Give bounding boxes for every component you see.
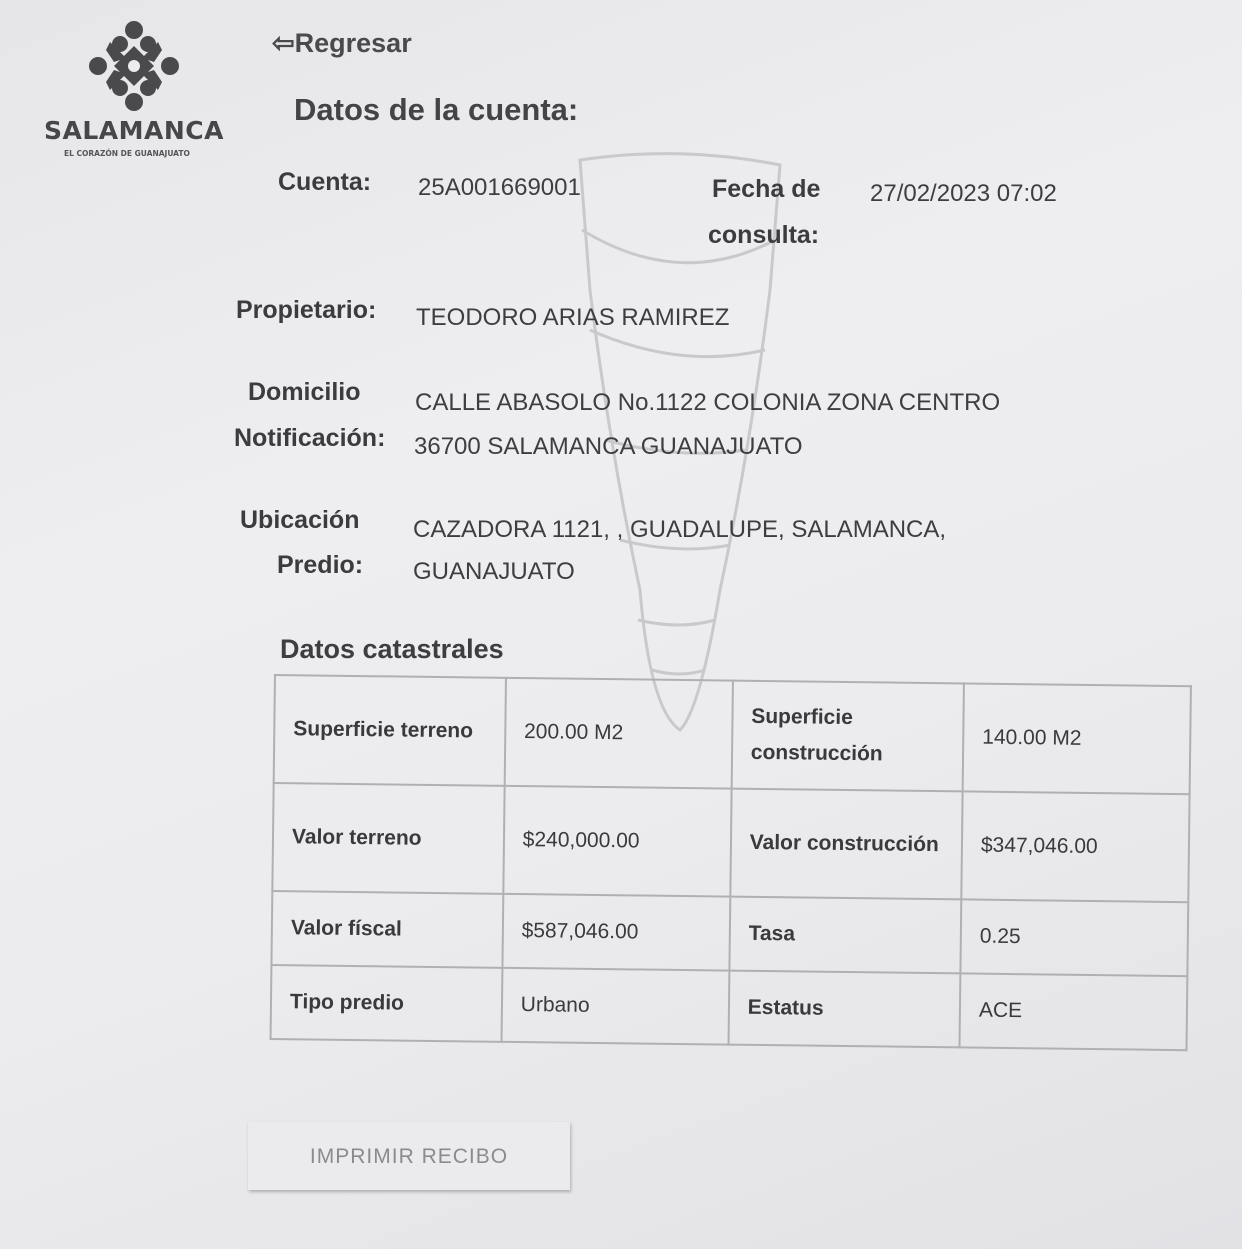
logo-name: SALAMANCA bbox=[44, 116, 224, 145]
cuenta-value: 25A001669001 bbox=[418, 174, 581, 201]
catastro-section-title: Datos catastrales bbox=[280, 634, 504, 664]
table-cell-value: 140.00 M2 bbox=[963, 683, 1191, 794]
ubicacion-value-line1: CAZADORA 1121, , GUADALUPE, SALAMANCA, bbox=[413, 516, 947, 543]
propietario-value: TEODORO ARIAS RAMIREZ bbox=[416, 304, 730, 331]
table-row bbox=[272, 783, 1189, 902]
back-link[interactable] bbox=[272, 28, 412, 59]
domicilio-value-line2: 36700 SALAMANCA GUANAJUATO bbox=[414, 433, 803, 460]
salamanca-logo bbox=[40, 16, 230, 158]
logo-emblem-icon bbox=[84, 16, 184, 116]
ubicacion-label-line2: Predio: bbox=[277, 551, 364, 579]
table-cell-label: Tipo predio bbox=[271, 965, 503, 1042]
table-cell-value: Urbano bbox=[501, 968, 729, 1045]
logo-tagline: EL CORAZÓN DE GUANAJUATO bbox=[64, 149, 190, 158]
table-cell-value: 200.00 M2 bbox=[504, 678, 732, 789]
table-row bbox=[271, 965, 1188, 1050]
propietario-label: Propietario: bbox=[236, 296, 377, 324]
table-cell-label: Estatus bbox=[728, 971, 960, 1048]
domicilio-value-line1: CALLE ABASOLO No.1122 COLONIA ZONA CENTRO bbox=[415, 389, 1001, 416]
table-cell-label: Superficie terreno bbox=[274, 675, 506, 786]
fecha-label-line1: Fecha de bbox=[712, 175, 821, 203]
back-arrow-icon: ⇦ bbox=[272, 28, 295, 58]
table-cell-value: 0.25 bbox=[960, 899, 1188, 976]
back-link-label: Regresar bbox=[294, 28, 412, 58]
fecha-value: 27/02/2023 07:02 bbox=[870, 180, 1057, 207]
table-row bbox=[274, 675, 1191, 794]
cuenta-label: Cuenta: bbox=[278, 168, 372, 196]
page-title: Datos de la cuenta: bbox=[294, 92, 579, 127]
print-receipt-button[interactable]: IMPRIMIR RECIBO bbox=[248, 1122, 570, 1190]
fecha-label-line2: consulta: bbox=[708, 221, 820, 249]
table-cell-value: $240,000.00 bbox=[503, 786, 731, 897]
ubicacion-label-line1: Ubicación bbox=[240, 506, 360, 534]
table-row bbox=[271, 891, 1188, 976]
table-cell-label: Valor construcción bbox=[730, 789, 962, 900]
domicilio-label-line2: Notificación: bbox=[234, 424, 386, 452]
table-cell-label: Valor terreno bbox=[272, 783, 504, 894]
table-cell-label: Tasa bbox=[729, 897, 961, 974]
table-cell-label: Superficie construcción bbox=[731, 681, 963, 792]
table-cell-value: $587,046.00 bbox=[502, 894, 730, 971]
table-cell-value: ACE bbox=[959, 973, 1187, 1050]
table-cell-label: Valor físcal bbox=[271, 891, 503, 968]
domicilio-label-line1: Domicilio bbox=[248, 378, 361, 406]
table-cell-value: $347,046.00 bbox=[961, 791, 1189, 902]
ubicacion-value-line2: GUANAJUATO bbox=[413, 558, 575, 585]
catastro-table bbox=[270, 674, 1192, 1051]
